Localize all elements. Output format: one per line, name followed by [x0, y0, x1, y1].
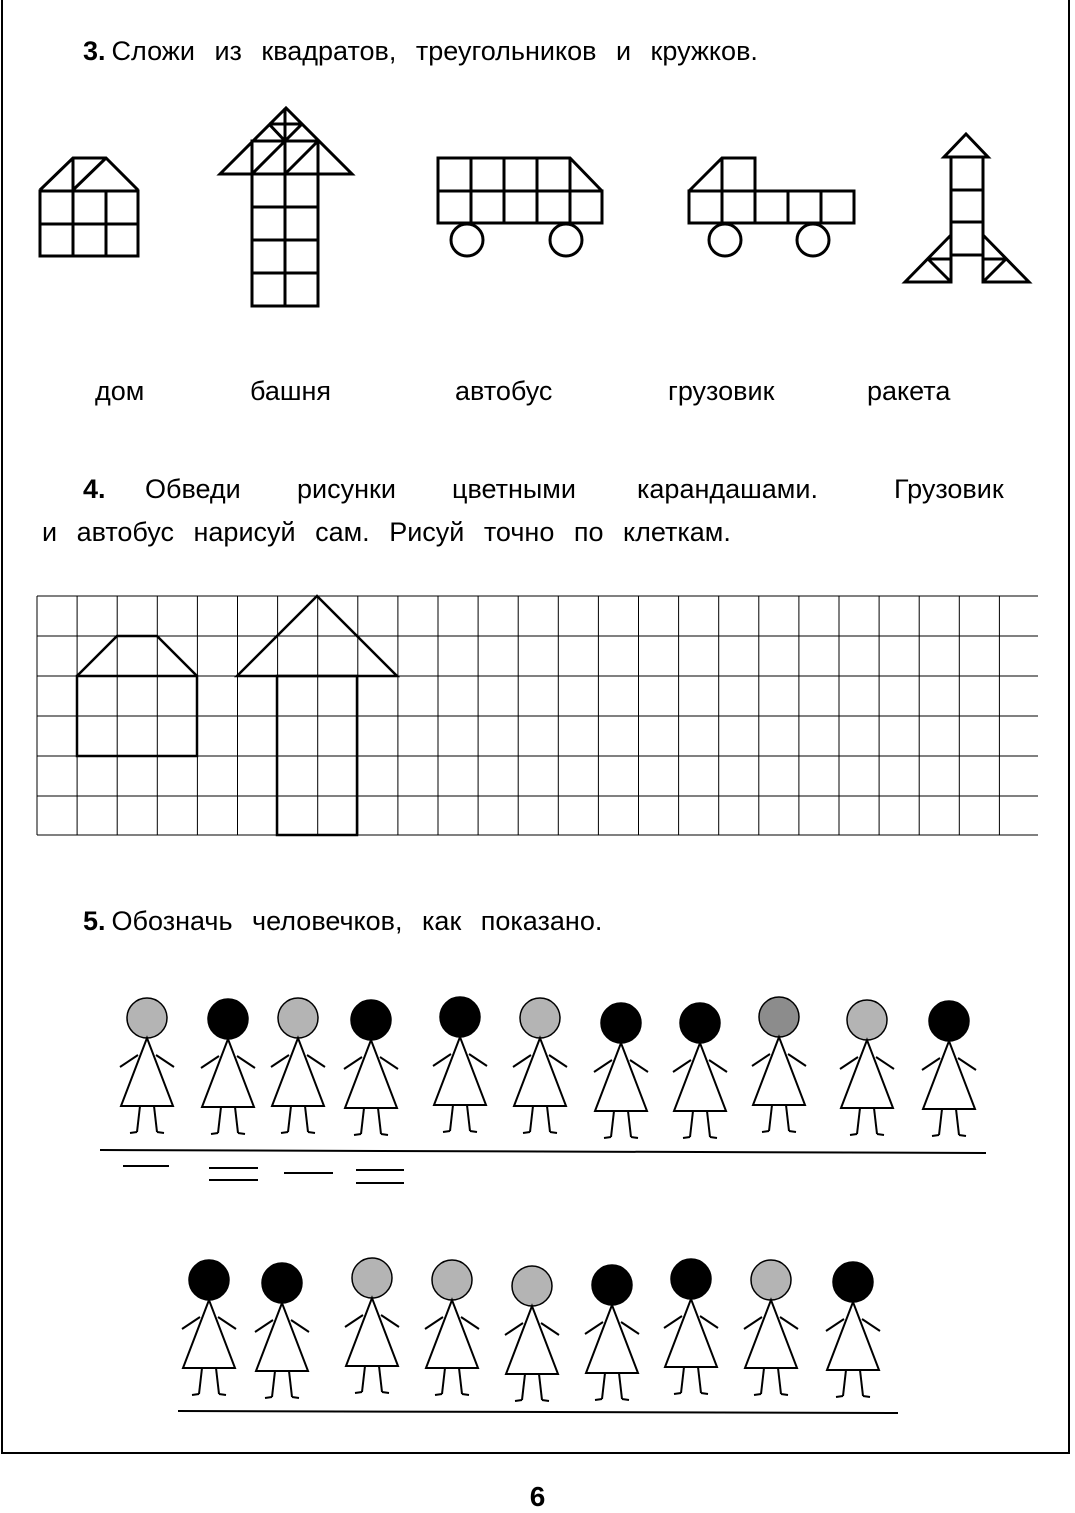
stick-person — [433, 997, 487, 1132]
stick-person — [505, 1266, 559, 1401]
person-body — [840, 1040, 894, 1135]
stick-person — [182, 1260, 236, 1395]
task-4-word-5: Грузовик — [894, 474, 1004, 504]
person-head — [127, 998, 167, 1038]
person-head — [262, 1263, 302, 1303]
person-head — [847, 1000, 887, 1040]
label-truck: грузовик — [668, 376, 775, 406]
person-head — [592, 1265, 632, 1305]
row-2-baseline — [178, 1411, 898, 1413]
stick-person — [120, 998, 174, 1133]
stick-person — [585, 1265, 639, 1400]
person-head — [751, 1260, 791, 1300]
label-house: дом — [95, 376, 145, 406]
person-body — [744, 1300, 798, 1395]
stick-person — [594, 1003, 648, 1138]
person-body — [255, 1303, 309, 1398]
stick-person — [840, 1000, 894, 1135]
person-body — [344, 1040, 398, 1135]
person-head — [208, 999, 248, 1039]
person-body — [585, 1305, 639, 1400]
person-head — [352, 1258, 392, 1298]
person-head — [671, 1259, 711, 1299]
people-row-2 — [182, 1258, 880, 1401]
person-body — [345, 1298, 399, 1393]
person-body — [594, 1043, 648, 1138]
task-4-number: 4. — [83, 474, 106, 504]
person-head — [520, 998, 560, 1038]
label-rocket: ракета — [867, 376, 951, 406]
task-3-text: Сложи из квадратов, треугольников и кружков. — [111, 36, 758, 66]
stick-person — [744, 1260, 798, 1395]
label-bus: автобус — [455, 376, 553, 406]
person-head — [833, 1262, 873, 1302]
stick-person — [673, 1003, 727, 1138]
person-body — [425, 1300, 479, 1395]
task-4-word-1: Обведи — [145, 474, 241, 504]
stick-person — [752, 997, 806, 1132]
stick-person — [201, 999, 255, 1134]
person-head — [512, 1266, 552, 1306]
task-5-number: 5. — [83, 906, 106, 936]
person-body — [826, 1302, 880, 1397]
person-body — [182, 1300, 236, 1395]
page-number: 6 — [529, 1481, 546, 1512]
stick-person — [513, 998, 567, 1133]
person-body — [752, 1037, 806, 1132]
task-4-word-2: рисунки — [297, 474, 396, 504]
stick-person — [255, 1263, 309, 1398]
person-body — [201, 1039, 255, 1134]
stick-person — [826, 1262, 880, 1397]
task-4-line-2: и автобус нарисуй сам. Рисуй точно по клеткам. — [42, 517, 731, 547]
row-1-baseline — [100, 1150, 986, 1153]
task-4-word-4: карандашами. — [637, 474, 818, 504]
person-body — [433, 1037, 487, 1132]
person-body — [505, 1306, 559, 1401]
stick-person — [344, 1000, 398, 1135]
person-body — [664, 1299, 718, 1394]
person-body — [673, 1043, 727, 1138]
task-4-word-3: цветными — [452, 474, 576, 504]
person-head — [929, 1001, 969, 1041]
task-3-number: 3. — [83, 36, 106, 66]
person-head — [351, 1000, 391, 1040]
task-5-text: Обозначь человечков, как показано. — [111, 906, 603, 936]
stick-person — [664, 1259, 718, 1394]
answer-marks — [123, 1166, 404, 1183]
person-head — [440, 997, 480, 1037]
person-head — [189, 1260, 229, 1300]
person-body — [271, 1038, 325, 1133]
person-head — [601, 1003, 641, 1043]
person-body — [922, 1041, 976, 1136]
label-tower: башня — [250, 376, 332, 406]
person-body — [120, 1038, 174, 1133]
stick-person — [425, 1260, 479, 1395]
stick-person — [345, 1258, 399, 1393]
stick-person — [922, 1001, 976, 1136]
person-head — [278, 998, 318, 1038]
stick-person — [271, 998, 325, 1133]
person-head — [759, 997, 799, 1037]
people-row-1 — [120, 997, 976, 1138]
person-head — [680, 1003, 720, 1043]
person-body — [513, 1038, 567, 1133]
person-head — [432, 1260, 472, 1300]
